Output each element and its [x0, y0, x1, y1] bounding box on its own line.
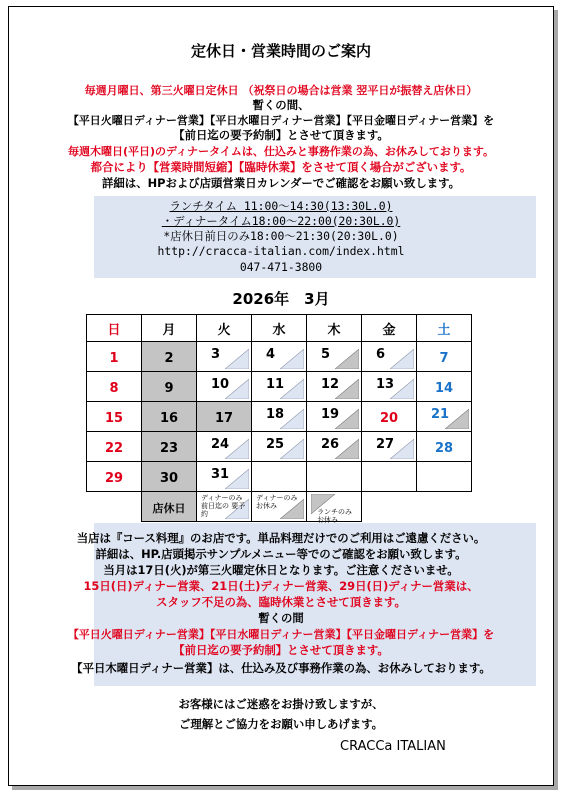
notice-line-6: 都合により【営業時間短縮】【臨時休業】をさせて頂く場合がございます。 — [90, 160, 472, 174]
day-number: 20 — [379, 411, 399, 426]
calendar-day-cell — [142, 342, 197, 372]
day-number: 7 — [439, 351, 449, 366]
day-number: 11 — [266, 377, 285, 392]
notice-line-1: 毎週月曜日、第三火曜日定休日 （祝祭日の場合は営業 翌平日が振替え店休日） — [84, 84, 478, 97]
info-line-5: スタッフ不足の為、臨時休業とさせて頂きます。 — [156, 595, 406, 609]
day-number: 22 — [104, 441, 124, 456]
calendar-day-cell — [87, 342, 142, 372]
calendar-table — [86, 314, 472, 522]
day-number: 1 — [109, 351, 119, 366]
calendar-day-cell — [142, 402, 197, 432]
notice-line-5: 毎週木曜日(平日)のディナータイムは、仕込みと事務作業の為、お休みしております。 — [67, 145, 495, 158]
calendar-week-row — [87, 462, 472, 492]
signature: CRACCa ITALIAN — [340, 739, 446, 754]
calendar-day-cell — [252, 342, 307, 372]
calendar-day-cell — [252, 462, 307, 492]
info-line-6: 暫くの間 — [258, 611, 304, 625]
legend-spacer — [87, 492, 142, 522]
weekday-header: 土 — [417, 315, 472, 342]
info-line-2: 詳細は、HP.店頭掲示サンプルメニュー等でのご確認をお願い致します。 — [95, 547, 467, 561]
legend-row — [87, 492, 472, 522]
day-number: 9 — [164, 381, 174, 396]
notice-line-4: 【前日迄の要予約制】とさせて頂きます。 — [173, 128, 389, 142]
day-number: 23 — [159, 441, 179, 456]
weekday-header: 日 — [87, 315, 142, 342]
pre-holiday-hours: *店休日前日のみ18:00～21:30(20:30L.0) — [163, 229, 399, 243]
calendar-day-cell — [252, 402, 307, 432]
day-number: 12 — [321, 377, 340, 392]
day-number: 2 — [164, 351, 174, 366]
calendar-day-cell — [87, 432, 142, 462]
calendar-day-cell — [417, 342, 472, 372]
day-number: 6 — [376, 347, 386, 362]
day-number: 31 — [211, 467, 230, 482]
lunch-hours: ランチタイム 11:00～14:30(13:30L.0) — [169, 199, 393, 213]
calendar-day-cell — [197, 462, 252, 492]
calendar-day-cell — [252, 372, 307, 402]
calendar-week-row — [87, 402, 472, 432]
day-number: 8 — [109, 381, 119, 396]
calendar-day-cell — [87, 462, 142, 492]
legend-spacer-3 — [417, 492, 472, 522]
page-title: 定休日・営業時間のご案内 — [190, 42, 371, 60]
day-number: 5 — [321, 347, 331, 362]
day-number: 3 — [211, 347, 221, 362]
day-number: 17 — [214, 411, 234, 426]
day-number: 26 — [321, 437, 340, 452]
legend-closed: 店休日 — [142, 492, 197, 522]
weekday-header: 火 — [197, 315, 252, 342]
calendar-week-row — [87, 372, 472, 402]
info-line-8: 【前日迄の要予約制】とさせて頂きます。 — [173, 643, 389, 657]
calendar-day-cell — [307, 462, 362, 492]
day-number: 30 — [159, 471, 179, 486]
day-number: 10 — [211, 377, 230, 392]
day-number: 29 — [104, 471, 124, 486]
day-number: 19 — [321, 407, 340, 422]
website-url[interactable]: http://cracca-italian.com/index.html — [157, 244, 405, 258]
calendar-day-cell — [417, 372, 472, 402]
calendar-day-cell — [142, 462, 197, 492]
calendar-week-row — [87, 432, 472, 462]
calendar-day-cell — [417, 402, 472, 432]
legend-spacer-2 — [362, 492, 417, 522]
notice-line-2: 暫くの間、 — [252, 98, 310, 112]
legend-dinner-only: ディナーのみ お休み — [252, 492, 307, 522]
calendar-day-cell — [197, 432, 252, 462]
calendar-day-cell — [307, 432, 362, 462]
info-line-3: 当月は17日(火)が第三火曜定休日となります。ご注意くださいませ。 — [103, 563, 459, 577]
calendar-day-cell — [417, 432, 472, 462]
day-number: 21 — [431, 407, 450, 422]
calendar-day-cell — [87, 372, 142, 402]
day-number: 18 — [266, 407, 285, 422]
dinner-closed-triangle — [335, 349, 359, 369]
weekday-header: 水 — [252, 315, 307, 342]
day-number: 13 — [376, 377, 395, 392]
dinner-reservation-triangle — [280, 349, 304, 369]
day-number: 25 — [266, 437, 285, 452]
calendar-day-cell — [362, 402, 417, 432]
dinner-hours: ・ディナータイム18:00～22:00(20:30L.0) — [161, 214, 401, 228]
phone-number: 047-471-3800 — [239, 260, 323, 274]
closing-line-2: ご理解とご協力をお願い申しあげます。 — [178, 717, 384, 731]
calendar-day-cell — [307, 342, 362, 372]
day-number: 16 — [159, 411, 179, 426]
weekday-header: 金 — [362, 315, 417, 342]
calendar-day-cell — [362, 342, 417, 372]
day-number: 14 — [434, 381, 454, 396]
calendar-day-cell — [307, 402, 362, 432]
calendar-day-cell — [142, 372, 197, 402]
calendar-day-cell — [197, 402, 252, 432]
info-line-1: 当店は『コース料理』のお店です。単品料理だけでのご利用はご遠慮ください。 — [76, 531, 486, 545]
calendar-day-cell — [197, 342, 252, 372]
calendar-day-cell — [197, 372, 252, 402]
dinner-reservation-triangle — [225, 349, 249, 369]
closing-line-1: お客様にはご迷惑をお掛け致しますが、 — [178, 697, 384, 711]
calendar-day-cell — [87, 402, 142, 432]
calendar-day-cell — [417, 462, 472, 492]
legend-lunch-only: ランチのみ お休み — [307, 492, 362, 522]
weekday-header: 月 — [142, 315, 197, 342]
month-title: 2026年 3月 — [232, 290, 330, 308]
calendar-day-cell — [307, 372, 362, 402]
day-number: 28 — [434, 441, 454, 456]
calendar-day-cell — [362, 372, 417, 402]
calendar-day-cell — [362, 432, 417, 462]
weekday-header-row — [87, 315, 472, 342]
weekday-header: 木 — [307, 315, 362, 342]
calendar-day-cell — [142, 432, 197, 462]
calendar-week-row — [87, 342, 472, 372]
day-number: 27 — [376, 437, 395, 452]
info-line-7: 【平日火曜日ディナー営業】【平日水曜日ディナー営業】【平日金曜日ディナー営業】を — [67, 628, 495, 641]
calendar-day-cell — [252, 432, 307, 462]
dinner-reservation-triangle — [390, 349, 414, 369]
day-number: 15 — [104, 411, 124, 426]
info-line-9: 【平日木曜日ディナー営業】は、仕込み及び事務作業の為、お休みしております。 — [71, 661, 491, 675]
info-line-4: 15日(日)ディナー営業、21日(土)ディナー営業、29日(日)ディナー営業は、 — [83, 579, 479, 593]
day-number: 4 — [266, 347, 276, 362]
notice-line-3: 【平日火曜日ディナー営業】【平日水曜日ディナー営業】【平日金曜日ディナー営業】を — [67, 114, 495, 127]
notice-line-7: 詳細は、HPおよび店頭営業日カレンダーでご確認をお願い致します。 — [102, 176, 460, 190]
day-number: 24 — [211, 437, 230, 452]
calendar-day-cell — [362, 462, 417, 492]
legend-dinner-reservation: ディナーのみ 前日迄の 要予約 — [197, 492, 252, 522]
